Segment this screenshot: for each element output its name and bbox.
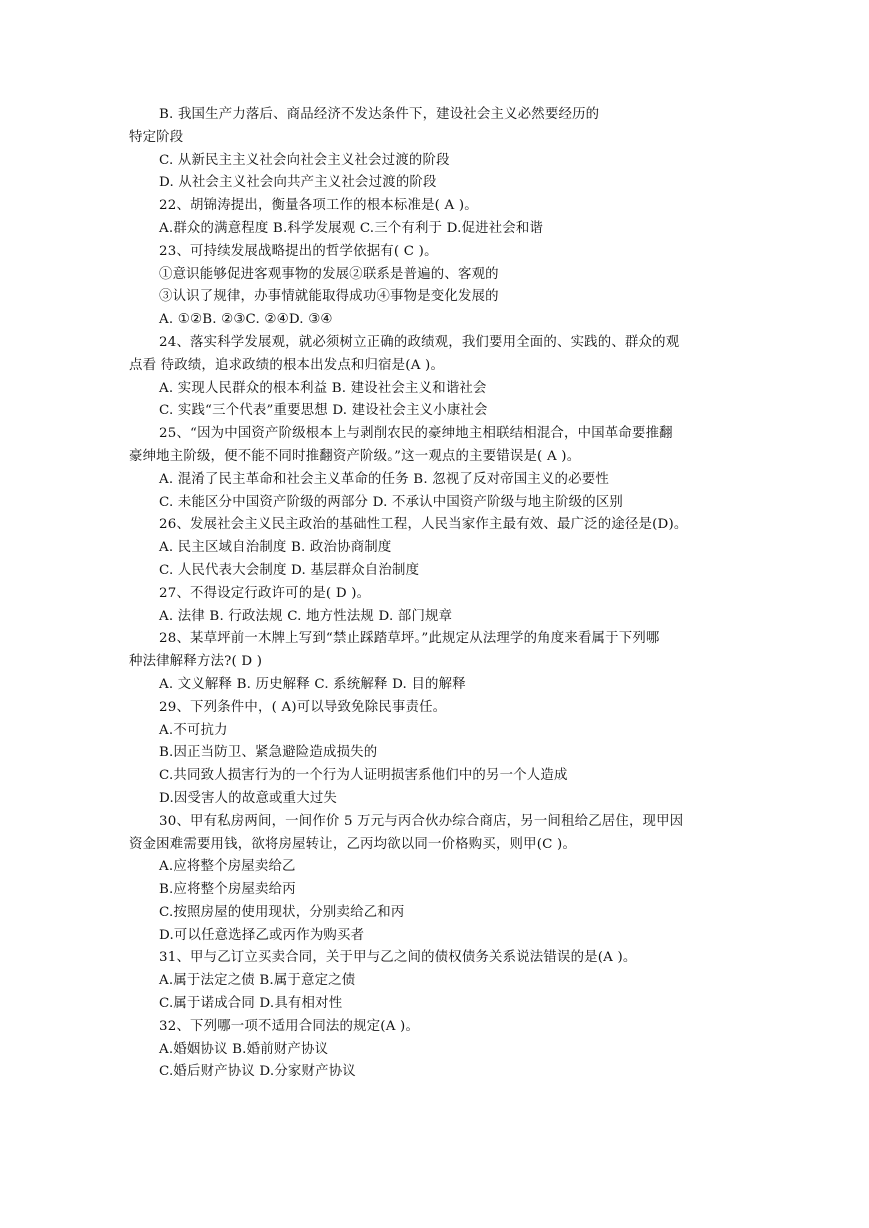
text-line: C. 未能区分中国资产阶级的两部分 D. 不承认中国资产阶级与地主阶级的区别 <box>159 494 624 510</box>
text-line: C.属于诺成合同 D.具有相对性 <box>159 996 343 1012</box>
text-line: B.因正当防卫、紧急避险造成损失的 <box>159 745 378 761</box>
text-line: 特定阶段 <box>129 129 184 145</box>
text-line: C. 人民代表大会制度 D. 基层群众自治制度 <box>159 562 420 578</box>
text-line: 31、甲与乙订立买卖合同，关于甲与乙之间的债权债务关系说法错误的是(A )。 <box>159 950 637 966</box>
document-body <box>129 104 749 1084</box>
text-line: 22、胡锦涛提出，衡量各项工作的根本标准是( A )。 <box>159 198 478 214</box>
text-line: C.婚后财产协议 D.分家财产协议 <box>159 1064 356 1080</box>
text-line: A. 实现人民群众的根本利益 B. 建设社会主义和谐社会 <box>159 380 487 396</box>
text-line: A. 文义解释 B. 历史解释 C. 系统解释 D. 目的解释 <box>159 676 466 692</box>
text-line: 27、不得设定行政许可的是( D )。 <box>159 585 371 601</box>
text-line: A. ①②B. ②③C. ②④D. ③④ <box>159 312 333 328</box>
text-line: 点看 待政绩，追求政绩的根本出发点和归宿是(A )。 <box>129 357 445 373</box>
text-line: C. 从新民主主义社会向社会主义社会过渡的阶段 <box>159 152 450 168</box>
text-line: 资金困难需要用钱，欲将房屋转让，乙丙均欲以同一价格购买，则甲(C )。 <box>129 836 577 852</box>
text-line: 种法律解释方法?( D ) <box>129 654 263 670</box>
text-line: 24、落实科学发展观，就必须树立正确的政绩观，我们要用全面的、实践的、群众的观 <box>159 334 680 350</box>
text-line: ①意识能够促进客观事物的发展②联系是普遍的、客观的 <box>159 266 499 282</box>
text-line: 29、下列条件中，( A)可以导致免除民事责任。 <box>159 699 447 715</box>
text-line: 豪绅地主阶级，便不能不同时推翻资产阶级。”这一观点的主要错误是( A )。 <box>129 448 581 464</box>
text-line: 30、甲有私房两间，一间作价 5 万元与丙合伙办综合商店，另一间租给乙居住，现甲因 <box>159 813 684 829</box>
text-line: A. 混淆了民主革命和社会主义革命的任务 B. 忽视了反对帝国主义的必要性 <box>159 471 609 487</box>
text-line: A.婚姻协议 B.婚前财产协议 <box>159 1041 329 1057</box>
text-line: 32、下列哪一项不适用合同法的规定(A )。 <box>159 1018 420 1034</box>
text-line: 26、发展社会主义民主政治的基础性工程，人民当家作主最有效、最广泛的途径是(D)。 <box>159 517 688 533</box>
text-line: A.应将整个房屋卖给乙 <box>159 859 296 875</box>
text-line: C.按照房屋的使用现状，分别卖给乙和丙 <box>159 904 405 920</box>
text-line: 23、可持续发展战略提出的哲学依据有( C )。 <box>159 243 438 259</box>
text-line: A.群众的满意程度 B.科学发展观 C.三个有利于 D.促进社会和谐 <box>159 220 544 236</box>
text-line: A. 法律 B. 行政法规 C. 地方性法规 D. 部门规章 <box>159 608 453 624</box>
text-line: D. 从社会主义社会向共产主义社会过渡的阶段 <box>159 175 437 191</box>
text-line: D.因受害人的故意或重大过失 <box>159 790 338 806</box>
text-line: C.共同致人损害行为的一个行为人证明损害系他们中的另一个人造成 <box>159 768 568 784</box>
text-line: ③认识了规律，办事情就能取得成功④事物是变化发展的 <box>159 289 499 305</box>
text-line: B.应将整个房屋卖给丙 <box>159 882 296 898</box>
text-line: A. 民主区域自治制度 B. 政治协商制度 <box>159 540 392 556</box>
text-line: C. 实践“三个代表”重要思想 D. 建设社会主义小康社会 <box>159 403 488 419</box>
text-line: D.可以任意选择乙或丙作为购买者 <box>159 927 365 943</box>
text-line: 28、某草坪前一木牌上写到“禁止踩踏草坪。”此规定从法理学的角度来看属于下列哪 <box>159 631 660 647</box>
text-line: A.不可抗力 <box>159 722 228 738</box>
text-line: B. 我国生产力落后、商品经济不发达条件下，建设社会主义必然要经历的 <box>159 107 600 122</box>
text-line: A.属于法定之债 B.属于意定之债 <box>159 973 356 989</box>
text-line: 25、“因为中国资产阶级根本上与剥削农民的豪绅地主相联结相混合，中国革命要推翻 <box>159 426 673 442</box>
